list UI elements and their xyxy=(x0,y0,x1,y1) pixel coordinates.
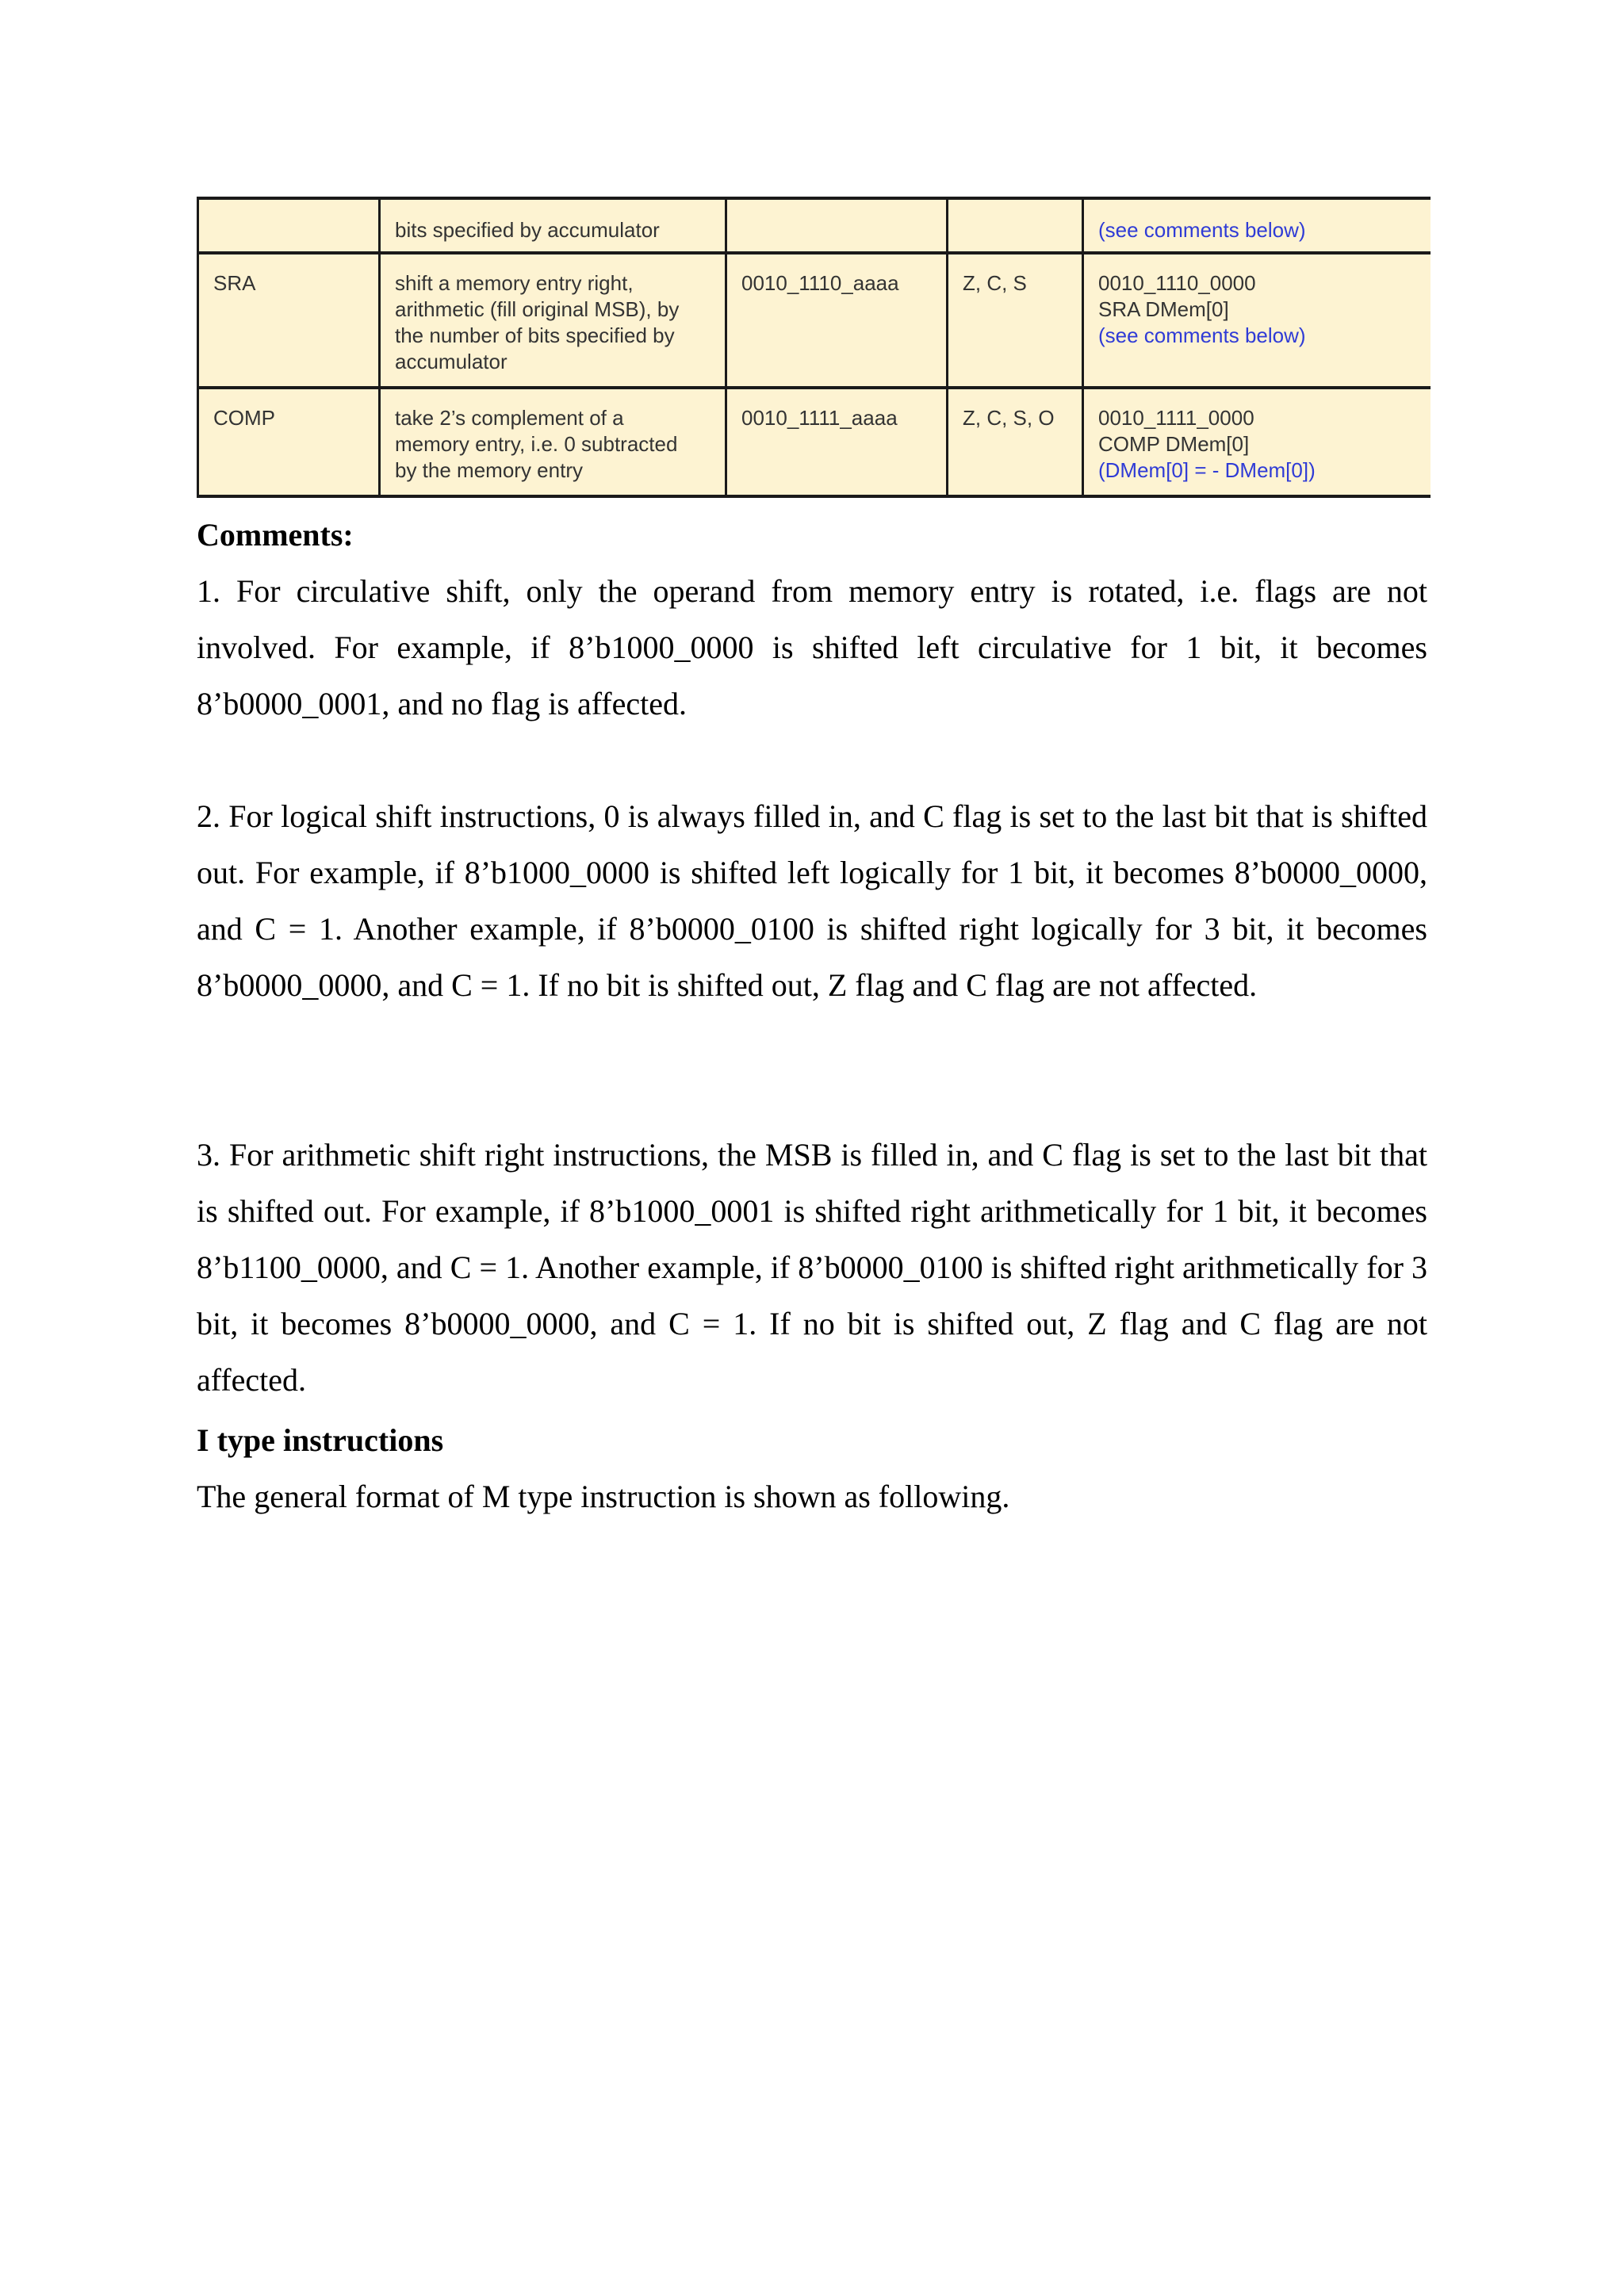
section-intro: The general format of M type instruction is shown as following. xyxy=(197,1479,1010,1514)
description-line: accumulator xyxy=(395,350,508,373)
table-row xyxy=(198,388,1431,496)
description-line: take 2’s complement of a xyxy=(395,406,624,430)
flags-cell: Z, C, S xyxy=(948,253,1083,388)
opcode-cell: 0010_1110_aaaa xyxy=(726,253,948,388)
table-row xyxy=(198,253,1431,388)
description-line: by the memory entry xyxy=(395,458,583,482)
description-line: arithmetic (fill original MSB), by xyxy=(395,297,680,321)
description-line: the number of bits specified by xyxy=(395,323,675,347)
example-note: (DMem[0] = - DMem[0]) xyxy=(1098,458,1316,482)
example-line: 0010_1111_0000 xyxy=(1098,406,1254,430)
description-line: memory entry, i.e. 0 subtracted xyxy=(395,432,678,456)
description-cell xyxy=(380,253,726,388)
comment-paragraph-3: 3. For arithmetic shift right instructions, the MSB is filled in, and C flag is set to the last bit that is shifted out. For example, if 8’b1000_0001 is shifted right arithmetically for 1 bit, it becomes 8’b1100_0000, and C = 1. Another example, if 8’b0000_0100 is shifted right arithmetically for 3 bit, it becomes 8’b0000_0000, and C = 1. If no bit is shifted out, Z flag and C flag are not affected. xyxy=(197,1137,1427,1398)
description-cell xyxy=(380,198,726,253)
description-line: bits specified by accumulator xyxy=(395,218,660,242)
example-cell xyxy=(1083,253,1431,388)
flags-cell xyxy=(948,198,1083,253)
opcode-cell: 0010_1111_aaaa xyxy=(726,388,948,496)
mnemonic-cell: SRA xyxy=(198,253,380,388)
opcode-cell xyxy=(726,198,948,253)
comment-paragraph-2: 2. For logical shift instructions, 0 is always filled in, and C flag is set to the last bit that is shifted out. For example, if 8’b1000_0000 is shifted left logically for 1 bit, it becomes 8’b0000_0000, and C = 1. Another example, if 8’b0000_0100 is shifted right logically for 3 bit, it becomes 8’b0000_0000, and C = 1. If no bit is shifted out, Z flag and C flag are not affected. xyxy=(197,798,1427,1003)
description-cell xyxy=(380,388,726,496)
example-note: (see comments below) xyxy=(1098,323,1306,347)
comments-heading: Comments: xyxy=(197,517,354,553)
mnemonic-cell xyxy=(198,198,380,253)
example-note: (see comments below) xyxy=(1098,218,1306,242)
section-heading: I type instructions xyxy=(197,1422,444,1458)
example-line: SRA DMem[0] xyxy=(1098,297,1229,321)
table-row xyxy=(198,198,1431,253)
mnemonic-cell: COMP xyxy=(198,388,380,496)
instruction-table xyxy=(197,197,1431,498)
example-line: 0010_1110_0000 xyxy=(1098,271,1256,295)
example-cell xyxy=(1083,198,1431,253)
flags-cell: Z, C, S, O xyxy=(948,388,1083,496)
example-cell xyxy=(1083,388,1431,496)
example-line: COMP DMem[0] xyxy=(1098,432,1250,456)
description-line: shift a memory entry right, xyxy=(395,271,634,295)
comment-paragraph-1: 1. For circulative shift, only the operand from memory entry is rotated, i.e. flags are not involved. For example, if 8’b1000_0000 is shifted left circulative for 1 bit, it becomes 8’b0000_0001, and no flag is affected. xyxy=(197,573,1427,721)
